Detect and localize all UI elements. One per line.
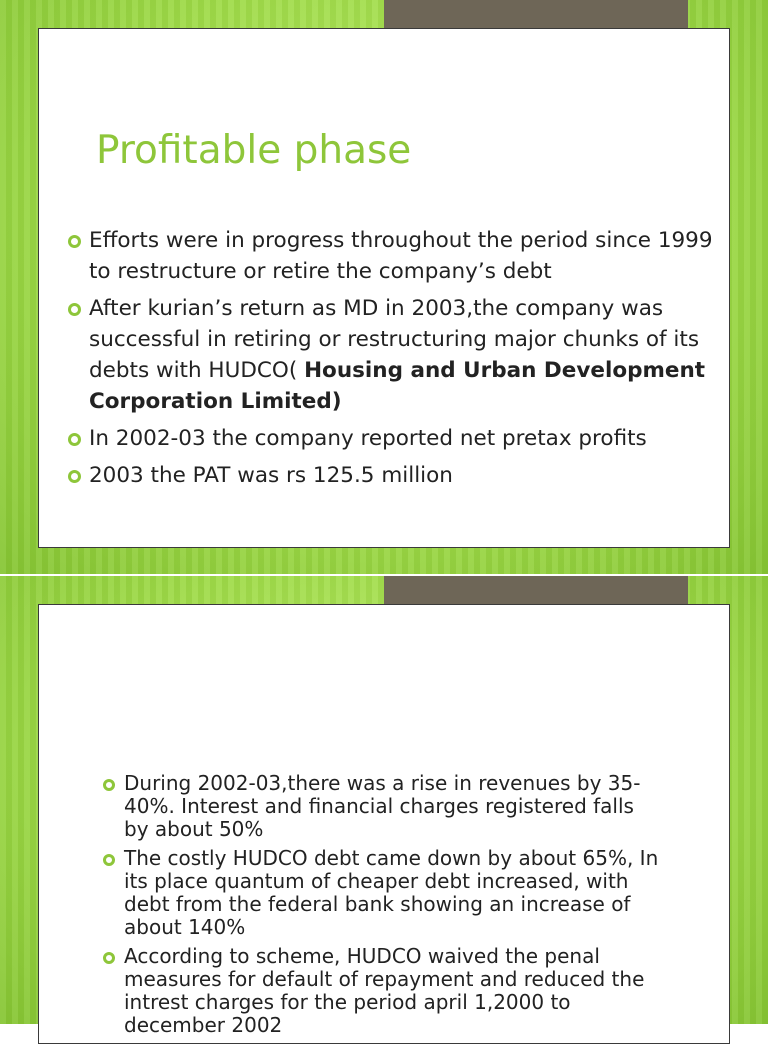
bullet-list (102, 772, 662, 1043)
slide-title: Profitable phase (96, 128, 412, 173)
list-item (66, 423, 730, 454)
bullet-text: Efforts were in progress throughout the period since 1999 to restructure or retire the company’s debt (89, 228, 713, 284)
circle-bullet-icon (103, 779, 115, 791)
bullet-text: 2003 the PAT was rs 125.5 million (89, 463, 453, 488)
list-item (102, 945, 662, 1037)
bullet-text: The costly HUDCO debt came down by about 65%, In its place quantum of cheaper debt increased, with debt from the federal bank showing an increase of about 140% (124, 846, 659, 939)
circle-bullet-icon (103, 952, 115, 964)
circle-bullet-icon (68, 433, 81, 446)
list-item (102, 847, 662, 939)
bullet-text: After kurian’s return as MD in 2003,the company was successful in retiring or restructuring major chunks of its debts with HUDCO( (89, 296, 700, 383)
slide-2 (0, 576, 768, 1037)
circle-bullet-icon (68, 470, 81, 483)
list-item (66, 225, 730, 287)
bullet-text: In 2002-03 the company reported net pretax profits (89, 426, 647, 451)
circle-bullet-icon (68, 303, 81, 316)
list-item (102, 772, 662, 841)
circle-bullet-icon (68, 235, 81, 248)
bullet-bold-text: Housing and Urban Development Corporation Limited) (89, 358, 706, 414)
bullet-list (66, 225, 730, 497)
list-item (66, 460, 730, 491)
circle-bullet-icon (103, 854, 115, 866)
bullet-text: According to scheme, HUDCO waived the penal measures for default of repayment and reduced the intrest charges for the period april 1,2000 to december 2002 (124, 944, 645, 1037)
bullet-text: During 2002-03,there was a rise in revenues by 35-40%. Interest and financial charges registered falls by about 50% (124, 771, 641, 841)
list-item (66, 293, 730, 417)
